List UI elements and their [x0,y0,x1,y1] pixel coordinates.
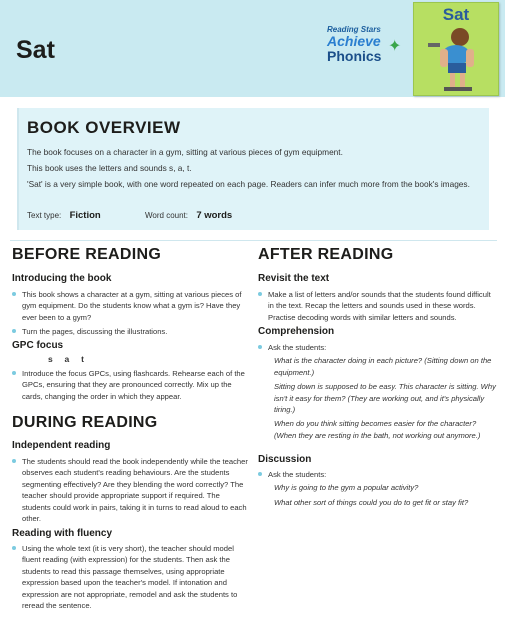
discussion-heading: Discussion [258,454,312,465]
list-item: Ask the students: [258,469,496,480]
introducing-list [12,289,248,338]
gpc-list [12,368,248,402]
comprehension-question: When do you think sitting becomes easier for the character? (When they are resting in the bath, not working out anymore.) [274,419,481,440]
brand-logo [317,26,417,64]
before-reading-heading: BEFORE READING [12,246,162,263]
text-type-value: Fiction [69,210,101,221]
overview-heading: BOOK OVERVIEW [27,118,181,137]
brand-line-3: Phonics [327,48,382,65]
star-icon: ✦ [388,38,402,55]
list-item: Ask the students: [258,342,496,353]
brand-line-1: Reading Stars [327,25,381,34]
revisit-list [258,289,496,323]
introducing-heading: Introducing the book [12,273,112,284]
discussion-question: Why is going to the gym a popular activity? [274,483,419,493]
gpc-heading: GPC focus [12,340,64,351]
fluency-list [12,543,248,611]
page-title: Sat [16,36,55,64]
list-item: Using the whole text (it is very short), the teacher should model fluent reading (with expression) for the students. Then ask the students to read this passage themselves, using appropriate expression based upon the teacher's model. If intonation and expression are not appropriate, remodel and ask the students to reread the sentence. [12,543,248,611]
list-item: Introduce the focus GPCs, using flashcards. Rehearse each of the GPCs, ensuring that they are pronounced correctly. Mix up the cards, changing the order in which they appear. [12,368,248,402]
fluency-heading: Reading with fluency [12,528,113,539]
overview-meta [27,209,482,222]
list-item: The students should read the book independently while the teacher observes each student's reading behaviours. Are the students segmenting effectively? Are they blending the word correctly? The teacher should provide appropriate support if required. The students could work in pairs, taking it in turns to read aloud to each other. [12,456,248,524]
after-reading-heading: AFTER READING [258,246,394,263]
book-cover-image [413,2,499,96]
brand-line-2: Achieve [327,33,381,50]
word-count-label: Word count: [145,211,188,220]
independent-heading: Independent reading [12,440,111,451]
comprehension-question: Sitting down is supposed to be easy. This character is sitting. Why isn't it easy for them? (They are working out, and it's physically tiring.) [274,382,496,415]
overview-paragraph-2: This book uses the letters and sounds s, a, t. [27,163,192,173]
list-item: Turn the pages, discussing the illustrations. [12,326,248,337]
gpc-letters: s a t [48,354,84,364]
comprehension-question: What is the character doing in each picture? (Sitting down on the equipment.) [274,356,492,377]
revisit-heading: Revisit the text [258,273,330,284]
independent-list [12,456,248,524]
overview-paragraph-3: 'Sat' is a very simple book, with one word repeated on each page. Readers can infer much more from the book's images. [27,179,470,189]
cyclist-illustration [414,3,498,95]
comprehension-heading: Comprehension [258,326,335,337]
list-item: Make a list of letters and/or sounds that the students found difficult in the text. Recap the letters and sounds used in these words. Practise decoding words with similar letters and sounds. [258,289,496,323]
text-type-label: Text type: [27,211,62,220]
word-count-value: 7 words [196,210,233,221]
comprehension-list [258,342,496,441]
cover-title: Sat [442,5,470,24]
list-item: This book shows a character at a gym, sitting at various pieces of gym equipment. Do the students know what a gym is? Have they ever been to a gym? [12,289,248,323]
discussion-question: What other sort of things could you do to get fit or stay fit? [274,497,469,507]
overview-paragraph-1: The book focuses on a character in a gym, sitting at various pieces of gym equipment. [27,147,343,157]
divider [10,240,497,241]
discussion-list [258,469,496,508]
during-reading-heading: DURING READING [12,414,158,431]
book-overview-box [17,108,489,230]
